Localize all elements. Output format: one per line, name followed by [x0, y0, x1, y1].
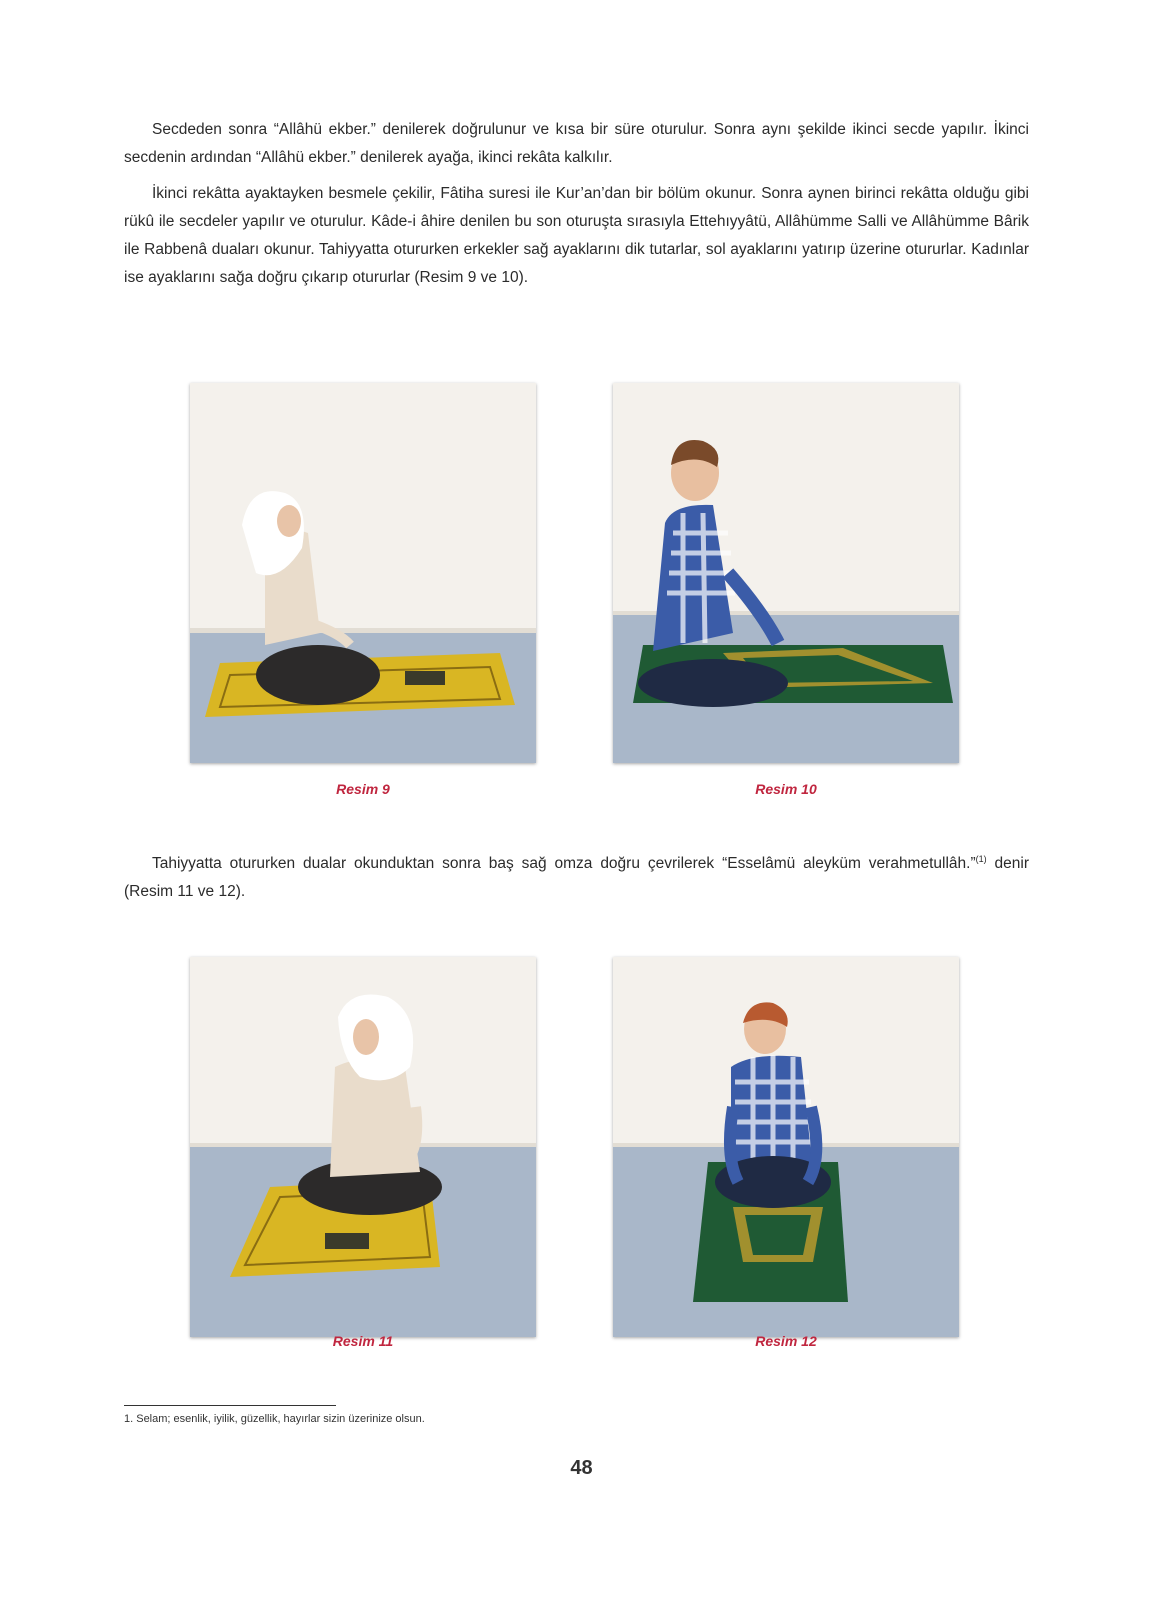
caption-resim-11: Resim 11 [332, 1333, 394, 1349]
paragraph-selam [124, 850, 1029, 906]
footnote: 1. Selam; esenlik, iyilik, güzellik, hayırlar sizin üzerinize olsun. [124, 1413, 425, 1425]
footnote-divider [124, 1405, 336, 1406]
caption-resim-12: Resim 12 [755, 1333, 817, 1349]
photo-resim-12 [613, 957, 959, 1337]
paragraph-ikinci-rekat: İkinci rekâtta ayaktayken besmele çekilir, Fâtiha suresi ile Kur’an’dan bir bölüm okunur. Sonra aynen birinci rekâtta olduğu gibi rükû ile secdeler yapılır ve oturulur. Kâde-i âhire denilen bu son oturuşta sırasıyla Ettehıyyâtü, Allâhümme Salli ve Allâhümme Bârik ile Rabbenâ duaları okunur. Tahiyyatta otururken erkekler sağ ayaklarını dik tutarlar, sol ayaklarını yatırıp üzerine otururlar. Kadınlar ise ayaklarını sağa doğru çıkarıp otururlar (Resim 9 ve 10). [124, 185, 1029, 286]
paragraph-selam-text: Tahiyyatta otururken dualar okunduktan sonra baş sağ omza doğru çevrilerek “Esselâmü aleyküm verahmetullâh.” [152, 855, 976, 872]
page-number: 48 [570, 1457, 593, 1479]
caption-resim-9: Resim 9 [336, 781, 390, 797]
footnote-reference: (1) [975, 853, 987, 864]
paragraph-secde: Secdeden sonra “Allâhü ekber.” denilerek doğrulunur ve kısa bir süre oturulur. Sonra aynı şekilde ikinci secde yapılır. İkinci secdenin ardından “Allâhü ekber.” denilerek ayağa, ikinci rekâta kalkılır. [124, 121, 1029, 166]
caption-resim-10: Resim 10 [755, 781, 817, 797]
photo-resim-9 [190, 383, 536, 763]
photo-resim-11 [190, 957, 536, 1337]
paragraph-selam-tail: denir (Resim 11 ve 12). [124, 855, 1029, 900]
photo-resim-10 [613, 383, 959, 763]
